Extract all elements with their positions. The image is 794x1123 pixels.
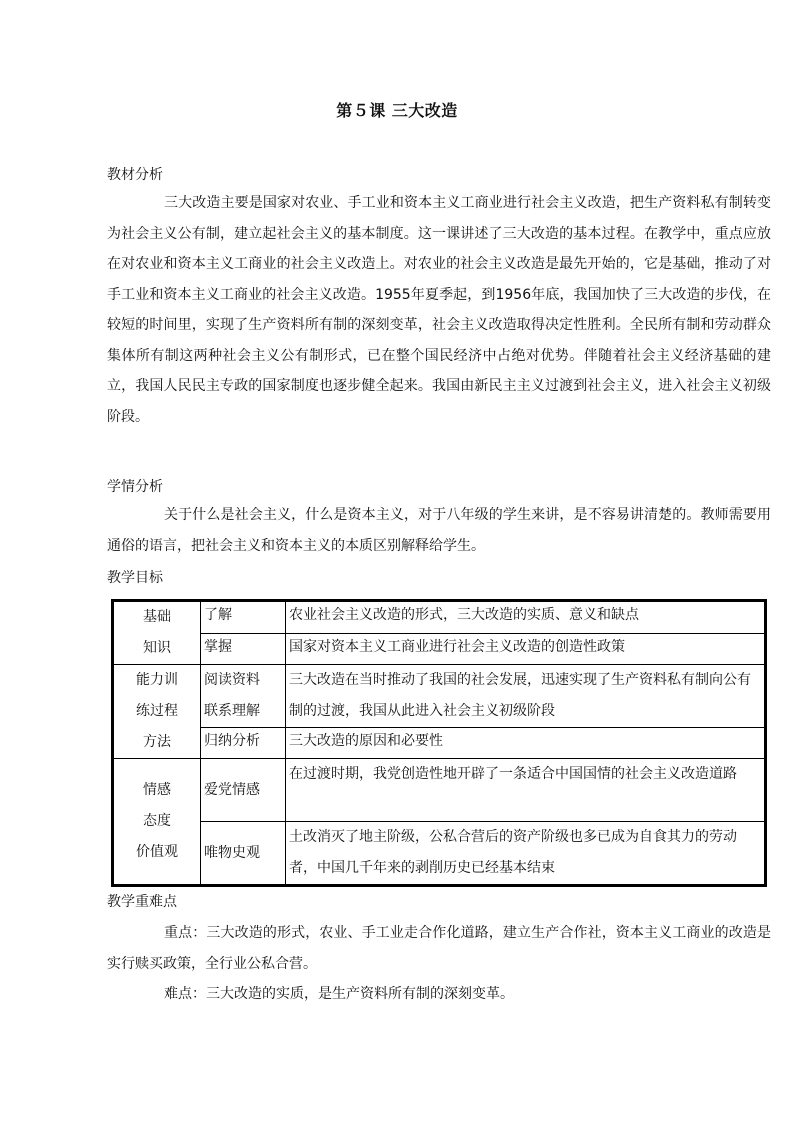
students-paragraph: [107, 500, 771, 561]
description-cell: 土改消灭了地主阶级，公私合营后的资产阶级也多已成为自食其力的劳动者，中国几千年来的剥削历史已经基本结束: [286, 822, 766, 886]
description-cell: 农业社会主义改造的形式，三大改造的实质、意义和缺点: [286, 601, 766, 634]
description-cell: 三大改造在当时推动了我国的社会发展，迅速实现了生产资料私有制向公有制的过渡，我国从此进入社会主义初级阶段: [286, 665, 766, 728]
category-label: 练过程: [136, 703, 178, 719]
subcategory-label: 阅读资料: [204, 672, 260, 688]
table-row: [113, 759, 766, 822]
difficult-text: 难点：三大改造的实质，是生产资料所有制的深刻变革。: [164, 986, 514, 1002]
teaching-goals-table: [111, 599, 767, 887]
subcategory-cell: 掌握: [201, 633, 286, 664]
table-row: [113, 822, 766, 886]
subcategory-cell: 了解: [201, 601, 286, 634]
lesson-title: 第５课 三大改造: [336, 101, 458, 120]
category-label: 基础: [143, 609, 171, 625]
students-text: 关于什么是社会主义，什么是资本主义，对于八年级的学生来讲，是不容易讲清楚的。教师需要用通俗的语言，把社会主义和资本主义的本质区别解释给学生。: [107, 507, 771, 554]
category-label: 能力训: [136, 672, 178, 688]
category-cell-ability: [113, 665, 201, 759]
table-row: [113, 665, 766, 728]
section-heading-goals: 教学目标: [107, 570, 163, 586]
table-row: [113, 601, 766, 634]
description-cell: 在过渡时期，我党创造性地开辟了一条适合中国国情的社会主义改造道路: [286, 759, 766, 822]
keypoints-paragraph: [107, 918, 771, 1010]
section-heading-students: 学情分析: [107, 479, 163, 495]
subcategory-label: 联系理解: [204, 703, 260, 719]
subcategory-cell: [201, 665, 286, 728]
analysis-text: 三大改造主要是国家对农业、手工业和资本主义工商业进行社会主义改造，把生产资料私有制转变为社会主义公有制，建立起社会主义的基本制度。这一课讲述了三大改造的基本过程。在教学中，重点应放在对农业和资本主义工商业的社会主义改造上。对农业的社会主义改造是最先开始的，它是基础，推动了对手工业和资本主义工商业的社会主义改造。1955年夏季起，到1956年底，我国加快了三大改造的步伐，在较短的时间里，实现了生产资料所有制的深刻变革，社会主义改造取得决定性胜利。全民所有制和劳动群众集体所有制这两种社会主义公有制形式，已在整个国民经济中占绝对优势。伴随着社会主义经济基础的建立，我国人民民主专政的国家制度也逐步健全起来。我国由新民主主义过渡到社会主义，进入社会主义初级阶段。: [107, 195, 771, 425]
key-text: 重点：三大改造的形式，农业、手工业走合作化道路，建立生产合作社，资本主义工商业的改造是实行赎买政策，全行业公私合营。: [107, 925, 771, 972]
subcategory-cell: 归纳分析: [201, 728, 286, 759]
subcategory-cell: 爱党情感: [201, 759, 286, 822]
description-cell: 国家对资本主义工商业进行社会主义改造的创造性政策: [286, 633, 766, 664]
category-label: 态度: [143, 813, 171, 829]
table-row: [113, 633, 766, 664]
category-cell-emotion: [113, 759, 201, 886]
category-label: 知识: [143, 640, 171, 656]
analysis-paragraph: [107, 188, 771, 432]
table-row: [113, 728, 766, 759]
description-cell: 三大改造的原因和必要性: [286, 728, 766, 759]
category-label: 方法: [143, 734, 171, 750]
category-cell-knowledge: [113, 601, 201, 665]
category-label: 价值观: [136, 844, 178, 860]
section-heading-analysis: 教材分析: [107, 167, 163, 183]
category-label: 情感: [143, 782, 171, 798]
section-heading-keypoints: 教学重难点: [107, 894, 177, 910]
subcategory-cell: 唯物史观: [201, 822, 286, 886]
